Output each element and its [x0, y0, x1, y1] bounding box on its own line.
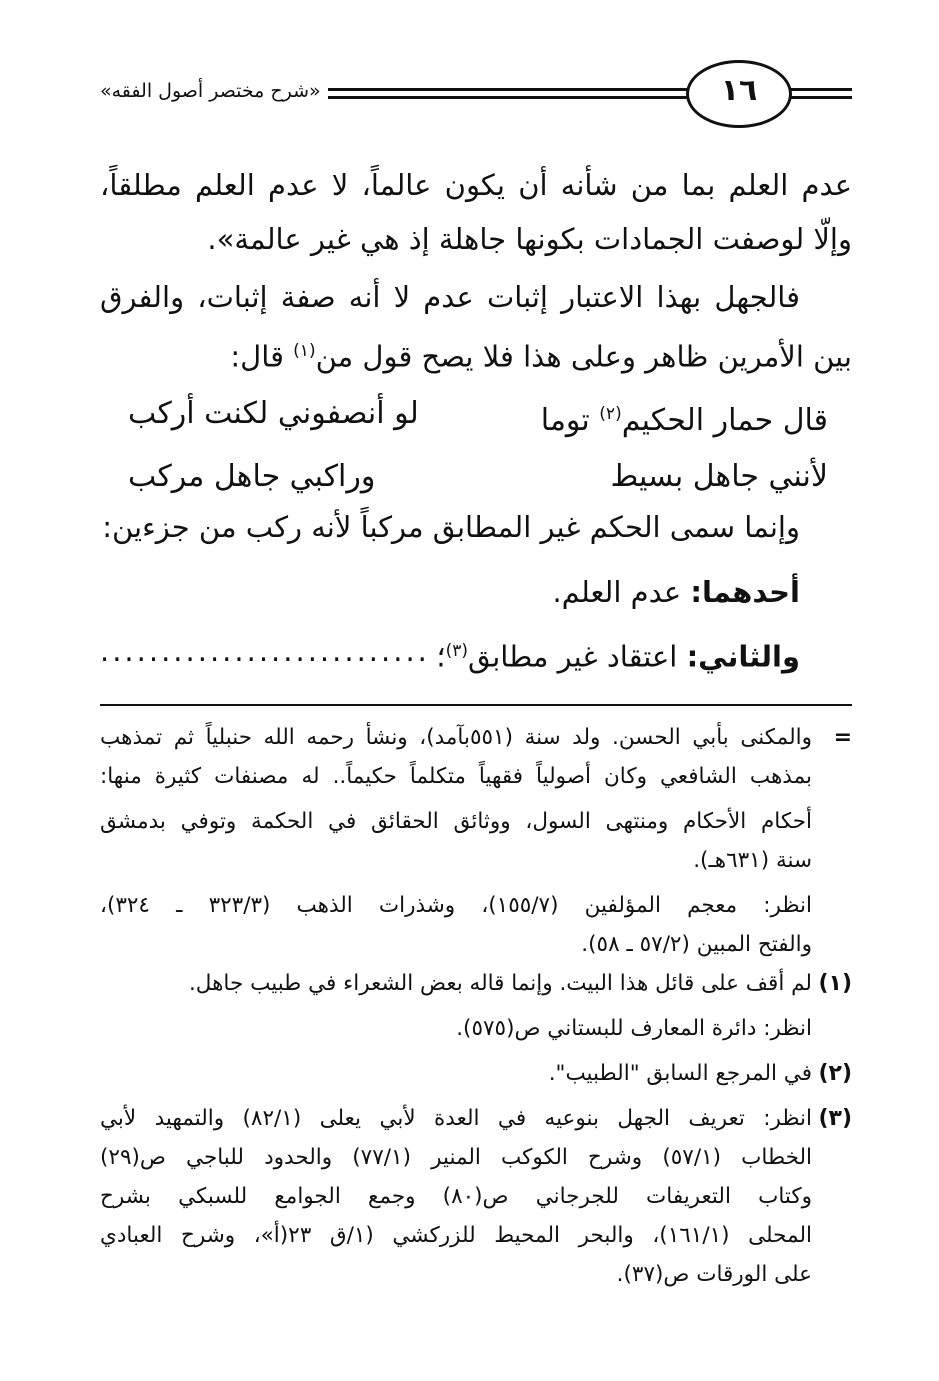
- continuation-mark: =: [833, 725, 852, 750]
- text-span: ؛: [436, 639, 446, 674]
- footnote-number: (١): [818, 971, 852, 996]
- footnote-line: وكتاب التعريفات للجرجاني ص(٨٠) وجمع الجوامع للسبكي بشرح: [100, 1184, 812, 1209]
- text-span: توما: [540, 403, 600, 438]
- footnote-1: [100, 964, 852, 1048]
- paragraph-1: [100, 158, 852, 266]
- footnotes: [100, 718, 852, 1294]
- text-span: قال حمار الحكيم: [621, 403, 828, 438]
- verse-hemistich-right: [541, 386, 828, 449]
- verse-hemistich-left: وراكبي جاهل مركب: [128, 459, 376, 494]
- continuation-dots: ...........................: [100, 634, 430, 668]
- footnote-3: [100, 1099, 852, 1294]
- term-label: أحدهما:: [690, 575, 800, 609]
- footnote-line: على الورقات ص(٣٧).: [616, 1262, 812, 1287]
- verse-line: [128, 386, 828, 449]
- poem-verse: [128, 386, 828, 505]
- paragraph-3: [100, 500, 852, 554]
- verse-hemistich-right: لأنني جاهل بسيط: [610, 459, 828, 494]
- footnote-2: [100, 1054, 852, 1093]
- text-span: اعتقاد غير مطابق: [468, 639, 687, 674]
- term-label: والثاني:: [686, 639, 800, 674]
- text-line: [100, 624, 852, 684]
- footnote-line: والمكنى بأبي الحسن. ولد سنة (٥٥١بآمد)، ونشأ رحمه الله حنبلياً ثم تمذهب: [100, 725, 812, 750]
- text-span: قال:: [230, 339, 294, 374]
- footnote-ref-3[interactable]: (٣): [445, 641, 469, 661]
- header-rule: [790, 88, 852, 91]
- running-title: «شرح مختصر أصول الفقه»: [100, 80, 321, 102]
- footnote-line: في المرجع السابق "الطبيب".: [548, 1061, 812, 1086]
- footnote-ref-1[interactable]: (١): [293, 341, 316, 361]
- paragraph-4: [100, 565, 852, 619]
- footnote-ref-2[interactable]: (٢): [599, 404, 622, 424]
- text-span: عدم العلم.: [552, 575, 691, 609]
- footnote-line: انظر: تعريف الجهل بنوعيه في العدة لأبي يعلى (٨٢/١) والتمهيد لأبي: [100, 1106, 812, 1131]
- text-line: عدم العلم بما من شأنه أن يكون عالماً، لا عدم العلم مطلقاً،: [100, 168, 852, 202]
- text-span: بين الأمرين ظاهر وعلى هذا فلا يصح قول من: [315, 339, 852, 374]
- page-number: ١٦: [686, 60, 792, 128]
- text-line: وإنما سمى الحكم غير المطابق مركباً لأنه ركب من جزءين:: [102, 510, 800, 544]
- paragraph-2: [100, 270, 852, 384]
- footnote-line: المحلى (١٦١/١)، والبحر المحيط للزركشي (١/ق ٢٣(أ»، وشرح العبادي: [100, 1223, 812, 1248]
- header-rule: [790, 96, 852, 99]
- footnote-line: لم أقف على قائل هذا البيت. وإنما قاله بعض الشعراء في طبيب جاهل.: [188, 971, 812, 996]
- footnote-separator: [100, 704, 852, 706]
- verse-line: [128, 449, 828, 505]
- footnote-line: انظر: معجم المؤلفين (١٥٥/٧)، وشذرات الذهب (٣٢٣/٣ ـ ٣٢٤)،: [100, 893, 812, 918]
- footnote-continuation: [100, 718, 852, 964]
- footnote-line: أحكام الأحكام ومنتهى السول، ووثائق الحقائق في الحكمة وتوفي بدمشق: [100, 809, 812, 834]
- footnote-line: بمذهب الشافعي وكان أصولياً فقهياً متكلماً حكيماً.. له مصنفات كثيرة منها:: [100, 764, 812, 789]
- footnote-line: والفتح المبين (٥٧/٢ ـ ٥٨).: [581, 932, 812, 957]
- text-line: [100, 565, 852, 619]
- text-line: وإلّا لوصفت الجمادات بكونها جاهلة إذ هي غير عالمة».: [207, 222, 852, 256]
- footnote-line: انظر: دائرة المعارف للبستاني ص(٥٧٥).: [456, 1016, 812, 1041]
- footnote-number: (٢): [818, 1061, 852, 1086]
- text-line: [100, 324, 852, 384]
- footnote-line: الخطاب (٥٧/١) وشرح الكوكب المنير (٧٧/١) والحدود للباجي ص(٢٩): [100, 1145, 812, 1170]
- text-span: [436, 624, 800, 684]
- footnote-number: (٣): [818, 1106, 852, 1131]
- footnote-line: سنة (٦٣١هـ).: [693, 848, 812, 873]
- paragraph-5: [100, 624, 852, 684]
- text-line: فالجهل بهذا الاعتبار إثبات عدم لا أنه صفة إثبات، والفرق: [100, 280, 800, 314]
- verse-hemistich-left: لو أنصفوني لكنت أركب: [128, 396, 419, 431]
- page-header: [100, 60, 852, 130]
